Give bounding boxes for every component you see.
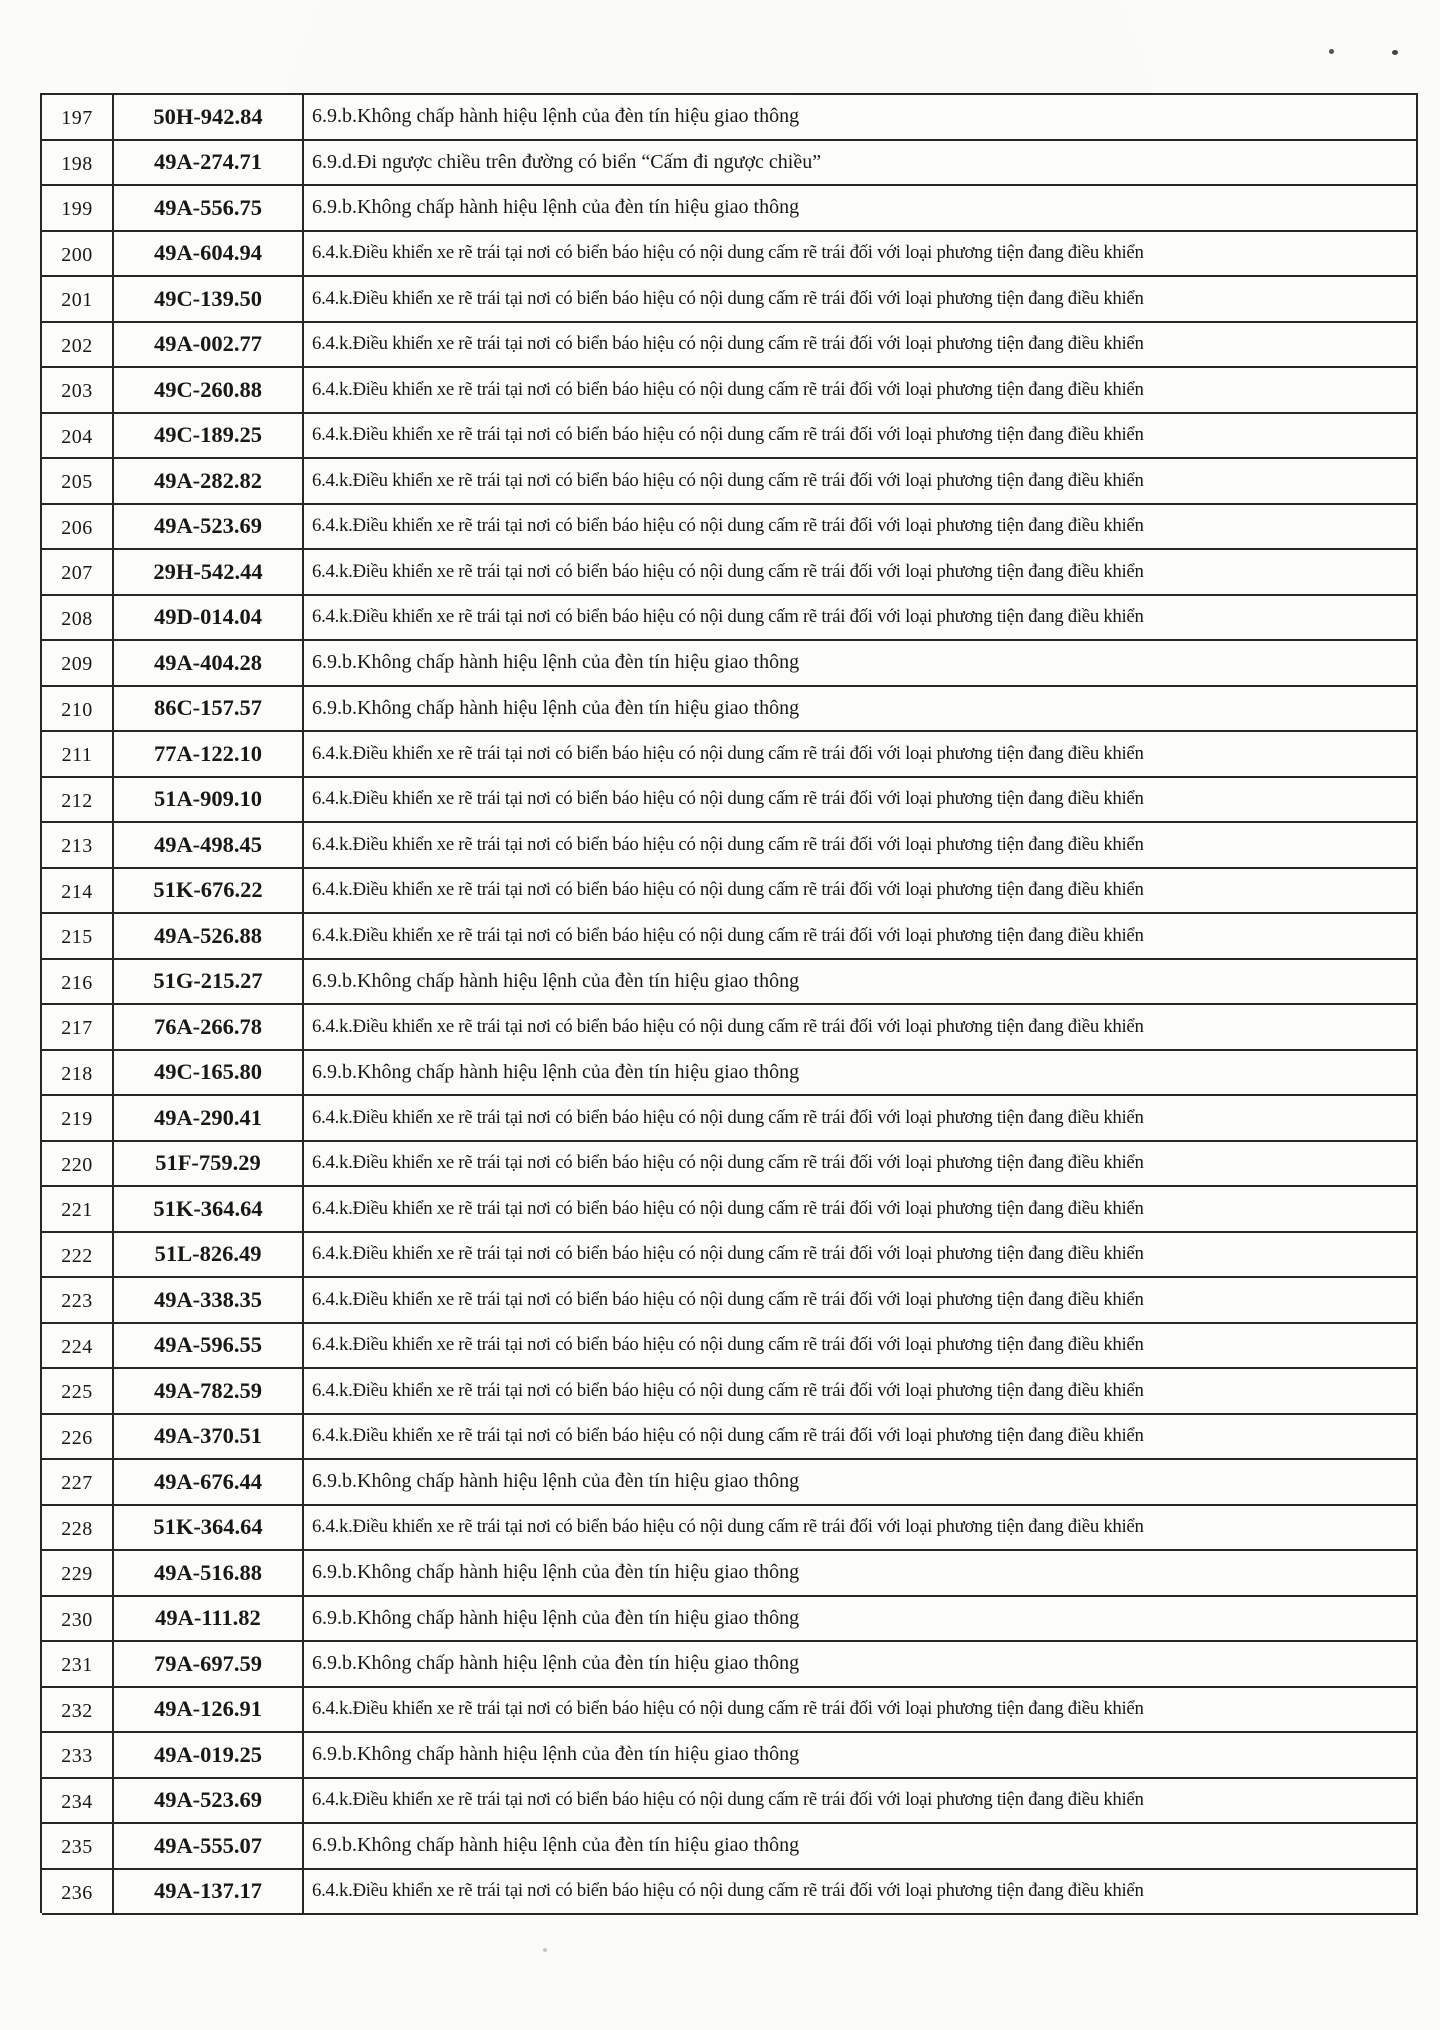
row-number: 234 — [42, 1779, 114, 1825]
violation-text: 6.4.k.Điều khiển xe rẽ trái tại nơi có biển báo hiệu có nội dung cấm rẽ trái đối với loại phương tiện đang điều khiển — [304, 414, 1418, 460]
violation-text: 6.9.b.Không chấp hành hiệu lệnh của đèn tín hiệu giao thông — [304, 960, 1418, 1006]
table-row — [42, 1597, 1418, 1643]
violation-text: 6.4.k.Điều khiển xe rẽ trái tại nơi có biển báo hiệu có nội dung cấm rẽ trái đối với loại phương tiện đang điều khiển — [304, 1096, 1418, 1142]
row-number: 203 — [42, 368, 114, 414]
license-plate: 49A-555.07 — [114, 1824, 304, 1870]
row-number: 199 — [42, 186, 114, 232]
row-number: 209 — [42, 641, 114, 687]
license-plate: 49A-126.91 — [114, 1688, 304, 1734]
scan-speck-icon — [543, 1948, 547, 1952]
table-row — [42, 914, 1418, 960]
violation-text: 6.4.k.Điều khiển xe rẽ trái tại nơi có biển báo hiệu có nội dung cấm rẽ trái đối với loại phương tiện đang điều khiển — [304, 459, 1418, 505]
table-row — [42, 1142, 1418, 1188]
license-plate: 49C-189.25 — [114, 414, 304, 460]
violation-text: 6.4.k.Điều khiển xe rẽ trái tại nơi có biển báo hiệu có nội dung cấm rẽ trái đối với loại phương tiện đang điều khiển — [304, 1005, 1418, 1051]
violation-text: 6.4.k.Điều khiển xe rẽ trái tại nơi có biển báo hiệu có nội dung cấm rẽ trái đối với loại phương tiện đang điều khiển — [304, 1278, 1418, 1324]
row-number: 231 — [42, 1642, 114, 1688]
row-number: 212 — [42, 778, 114, 824]
violation-text: 6.9.b.Không chấp hành hiệu lệnh của đèn tín hiệu giao thông — [304, 687, 1418, 733]
row-number: 222 — [42, 1233, 114, 1279]
table-row — [42, 141, 1418, 187]
row-number: 208 — [42, 596, 114, 642]
license-plate: 49A-604.94 — [114, 232, 304, 278]
violation-text: 6.4.k.Điều khiển xe rẽ trái tại nơi có biển báo hiệu có nội dung cấm rẽ trái đối với loại phương tiện đang điều khiển — [304, 1779, 1418, 1825]
row-number: 214 — [42, 869, 114, 915]
violation-text: 6.4.k.Điều khiển xe rẽ trái tại nơi có biển báo hiệu có nội dung cấm rẽ trái đối với loại phương tiện đang điều khiển — [304, 1415, 1418, 1461]
scan-speck-icon — [1329, 49, 1334, 54]
table-row — [42, 1688, 1418, 1734]
row-number: 202 — [42, 323, 114, 369]
row-number: 226 — [42, 1415, 114, 1461]
license-plate: 49A-282.82 — [114, 459, 304, 505]
violation-text: 6.4.k.Điều khiển xe rẽ trái tại nơi có biển báo hiệu có nội dung cấm rẽ trái đối với loại phương tiện đang điều khiển — [304, 368, 1418, 414]
table-row — [42, 368, 1418, 414]
license-plate: 51K-364.64 — [114, 1187, 304, 1233]
violation-table — [40, 93, 1418, 1913]
license-plate: 49A-498.45 — [114, 823, 304, 869]
license-plate: 49A-676.44 — [114, 1460, 304, 1506]
license-plate: 49A-516.88 — [114, 1551, 304, 1597]
license-plate: 49A-596.55 — [114, 1324, 304, 1370]
violation-text: 6.9.b.Không chấp hành hiệu lệnh của đèn tín hiệu giao thông — [304, 95, 1418, 141]
table-row — [42, 1415, 1418, 1461]
license-plate: 86C-157.57 — [114, 687, 304, 733]
violation-text: 6.9.b.Không chấp hành hiệu lệnh của đèn tín hiệu giao thông — [304, 1460, 1418, 1506]
scan-speck-icon — [1392, 50, 1398, 55]
table-row — [42, 277, 1418, 323]
violation-text: 6.4.k.Điều khiển xe rẽ trái tại nơi có biển báo hiệu có nội dung cấm rẽ trái đối với loại phương tiện đang điều khiển — [304, 1142, 1418, 1188]
table-row — [42, 1506, 1418, 1552]
violation-text: 6.4.k.Điều khiển xe rẽ trái tại nơi có biển báo hiệu có nội dung cấm rẽ trái đối với loại phương tiện đang điều khiển — [304, 505, 1418, 551]
license-plate: 49A-019.25 — [114, 1733, 304, 1779]
license-plate: 49A-404.28 — [114, 641, 304, 687]
row-number: 200 — [42, 232, 114, 278]
violation-text: 6.9.b.Không chấp hành hiệu lệnh của đèn tín hiệu giao thông — [304, 1824, 1418, 1870]
row-number: 225 — [42, 1369, 114, 1415]
violation-text: 6.9.b.Không chấp hành hiệu lệnh của đèn tín hiệu giao thông — [304, 186, 1418, 232]
license-plate: 51A-909.10 — [114, 778, 304, 824]
row-number: 233 — [42, 1733, 114, 1779]
license-plate: 49A-782.59 — [114, 1369, 304, 1415]
license-plate: 51K-364.64 — [114, 1506, 304, 1552]
row-number: 232 — [42, 1688, 114, 1734]
violation-text: 6.4.k.Điều khiển xe rẽ trái tại nơi có biển báo hiệu có nội dung cấm rẽ trái đối với loại phương tiện đang điều khiển — [304, 323, 1418, 369]
row-number: 205 — [42, 459, 114, 505]
row-number: 227 — [42, 1460, 114, 1506]
table-row — [42, 505, 1418, 551]
violation-text: 6.9.b.Không chấp hành hiệu lệnh của đèn tín hiệu giao thông — [304, 1597, 1418, 1643]
license-plate: 49A-338.35 — [114, 1278, 304, 1324]
table-row — [42, 1187, 1418, 1233]
violation-text: 6.4.k.Điều khiển xe rẽ trái tại nơi có biển báo hiệu có nội dung cấm rẽ trái đối với loại phương tiện đang điều khiển — [304, 1870, 1418, 1916]
row-number: 213 — [42, 823, 114, 869]
table-row — [42, 232, 1418, 278]
violation-text: 6.4.k.Điều khiển xe rẽ trái tại nơi có biển báo hiệu có nội dung cấm rẽ trái đối với loại phương tiện đang điều khiển — [304, 1369, 1418, 1415]
license-plate: 79A-697.59 — [114, 1642, 304, 1688]
row-number: 207 — [42, 550, 114, 596]
violation-text: 6.4.k.Điều khiển xe rẽ trái tại nơi có biển báo hiệu có nội dung cấm rẽ trái đối với loại phương tiện đang điều khiển — [304, 596, 1418, 642]
license-plate: 49A-137.17 — [114, 1870, 304, 1916]
violation-text: 6.4.k.Điều khiển xe rẽ trái tại nơi có biển báo hiệu có nội dung cấm rẽ trái đối với loại phương tiện đang điều khiển — [304, 1688, 1418, 1734]
violation-text: 6.4.k.Điều khiển xe rẽ trái tại nơi có biển báo hiệu có nội dung cấm rẽ trái đối với loại phương tiện đang điều khiển — [304, 550, 1418, 596]
violation-text: 6.4.k.Điều khiển xe rẽ trái tại nơi có biển báo hiệu có nội dung cấm rẽ trái đối với loại phương tiện đang điều khiển — [304, 732, 1418, 778]
violation-text: 6.9.b.Không chấp hành hiệu lệnh của đèn tín hiệu giao thông — [304, 641, 1418, 687]
license-plate: 49C-260.88 — [114, 368, 304, 414]
table-row — [42, 869, 1418, 915]
license-plate: 51G-215.27 — [114, 960, 304, 1006]
table-row — [42, 1733, 1418, 1779]
row-number: 235 — [42, 1824, 114, 1870]
table-row — [42, 1096, 1418, 1142]
license-plate: 49A-370.51 — [114, 1415, 304, 1461]
violation-text: 6.4.k.Điều khiển xe rẽ trái tại nơi có biển báo hiệu có nội dung cấm rẽ trái đối với loại phương tiện đang điều khiển — [304, 1506, 1418, 1552]
table-row — [42, 1870, 1418, 1916]
row-number: 221 — [42, 1187, 114, 1233]
table-row — [42, 414, 1418, 460]
table-row — [42, 1460, 1418, 1506]
table-row — [42, 1369, 1418, 1415]
row-number: 229 — [42, 1551, 114, 1597]
row-number: 201 — [42, 277, 114, 323]
row-number: 220 — [42, 1142, 114, 1188]
license-plate: 49D-014.04 — [114, 596, 304, 642]
table-row — [42, 732, 1418, 778]
license-plate: 49A-523.69 — [114, 1779, 304, 1825]
row-number: 210 — [42, 687, 114, 733]
row-number: 216 — [42, 960, 114, 1006]
table-row — [42, 186, 1418, 232]
license-plate: 76A-266.78 — [114, 1005, 304, 1051]
table-row — [42, 823, 1418, 869]
license-plate: 49A-556.75 — [114, 186, 304, 232]
row-number: 197 — [42, 95, 114, 141]
table-row — [42, 596, 1418, 642]
row-number: 224 — [42, 1324, 114, 1370]
violation-text: 6.4.k.Điều khiển xe rẽ trái tại nơi có biển báo hiệu có nội dung cấm rẽ trái đối với loại phương tiện đang điều khiển — [304, 1233, 1418, 1279]
license-plate: 49A-526.88 — [114, 914, 304, 960]
license-plate: 49A-274.71 — [114, 141, 304, 187]
violation-text: 6.4.k.Điều khiển xe rẽ trái tại nơi có biển báo hiệu có nội dung cấm rẽ trái đối với loại phương tiện đang điều khiển — [304, 232, 1418, 278]
violation-text: 6.4.k.Điều khiển xe rẽ trái tại nơi có biển báo hiệu có nội dung cấm rẽ trái đối với loại phương tiện đang điều khiển — [304, 823, 1418, 869]
license-plate: 51F-759.29 — [114, 1142, 304, 1188]
table-row — [42, 960, 1418, 1006]
license-plate: 49A-523.69 — [114, 505, 304, 551]
table-row — [42, 1551, 1418, 1597]
license-plate: 51L-826.49 — [114, 1233, 304, 1279]
row-number: 223 — [42, 1278, 114, 1324]
license-plate: 29H-542.44 — [114, 550, 304, 596]
row-number: 217 — [42, 1005, 114, 1051]
license-plate: 49A-290.41 — [114, 1096, 304, 1142]
row-number: 211 — [42, 732, 114, 778]
violation-text: 6.4.k.Điều khiển xe rẽ trái tại nơi có biển báo hiệu có nội dung cấm rẽ trái đối với loại phương tiện đang điều khiển — [304, 1187, 1418, 1233]
license-plate: 49C-165.80 — [114, 1051, 304, 1097]
violation-text: 6.4.k.Điều khiển xe rẽ trái tại nơi có biển báo hiệu có nội dung cấm rẽ trái đối với loại phương tiện đang điều khiển — [304, 778, 1418, 824]
table-row — [42, 1779, 1418, 1825]
violation-text: 6.9.b.Không chấp hành hiệu lệnh của đèn tín hiệu giao thông — [304, 1642, 1418, 1688]
table-row — [42, 1051, 1418, 1097]
row-number: 198 — [42, 141, 114, 187]
violation-text: 6.4.k.Điều khiển xe rẽ trái tại nơi có biển báo hiệu có nội dung cấm rẽ trái đối với loại phương tiện đang điều khiển — [304, 869, 1418, 915]
violation-text: 6.4.k.Điều khiển xe rẽ trái tại nơi có biển báo hiệu có nội dung cấm rẽ trái đối với loại phương tiện đang điều khiển — [304, 914, 1418, 960]
row-number: 204 — [42, 414, 114, 460]
row-number: 219 — [42, 1096, 114, 1142]
license-plate: 51K-676.22 — [114, 869, 304, 915]
table-row — [42, 687, 1418, 733]
row-number: 218 — [42, 1051, 114, 1097]
license-plate: 49C-139.50 — [114, 277, 304, 323]
license-plate: 77A-122.10 — [114, 732, 304, 778]
table-row — [42, 550, 1418, 596]
violation-text: 6.9.d.Đi ngược chiều trên đường có biển “Cấm đi ngược chiều” — [304, 141, 1418, 187]
table-row — [42, 1005, 1418, 1051]
table-row — [42, 1278, 1418, 1324]
row-number: 230 — [42, 1597, 114, 1643]
row-number: 236 — [42, 1870, 114, 1916]
table-row — [42, 641, 1418, 687]
row-number: 228 — [42, 1506, 114, 1552]
table-row — [42, 778, 1418, 824]
table-row — [42, 323, 1418, 369]
violation-text: 6.4.k.Điều khiển xe rẽ trái tại nơi có biển báo hiệu có nội dung cấm rẽ trái đối với loại phương tiện đang điều khiển — [304, 277, 1418, 323]
table-row — [42, 1642, 1418, 1688]
table-row — [42, 1324, 1418, 1370]
table-row — [42, 95, 1418, 141]
table-row — [42, 459, 1418, 505]
violation-text: 6.9.b.Không chấp hành hiệu lệnh của đèn tín hiệu giao thông — [304, 1733, 1418, 1779]
violation-text: 6.9.b.Không chấp hành hiệu lệnh của đèn tín hiệu giao thông — [304, 1051, 1418, 1097]
table-row — [42, 1824, 1418, 1870]
row-number: 215 — [42, 914, 114, 960]
violation-text: 6.4.k.Điều khiển xe rẽ trái tại nơi có biển báo hiệu có nội dung cấm rẽ trái đối với loại phương tiện đang điều khiển — [304, 1324, 1418, 1370]
license-plate: 50H-942.84 — [114, 95, 304, 141]
table-row — [42, 1233, 1418, 1279]
license-plate: 49A-002.77 — [114, 323, 304, 369]
license-plate: 49A-111.82 — [114, 1597, 304, 1643]
violation-text: 6.9.b.Không chấp hành hiệu lệnh của đèn tín hiệu giao thông — [304, 1551, 1418, 1597]
row-number: 206 — [42, 505, 114, 551]
